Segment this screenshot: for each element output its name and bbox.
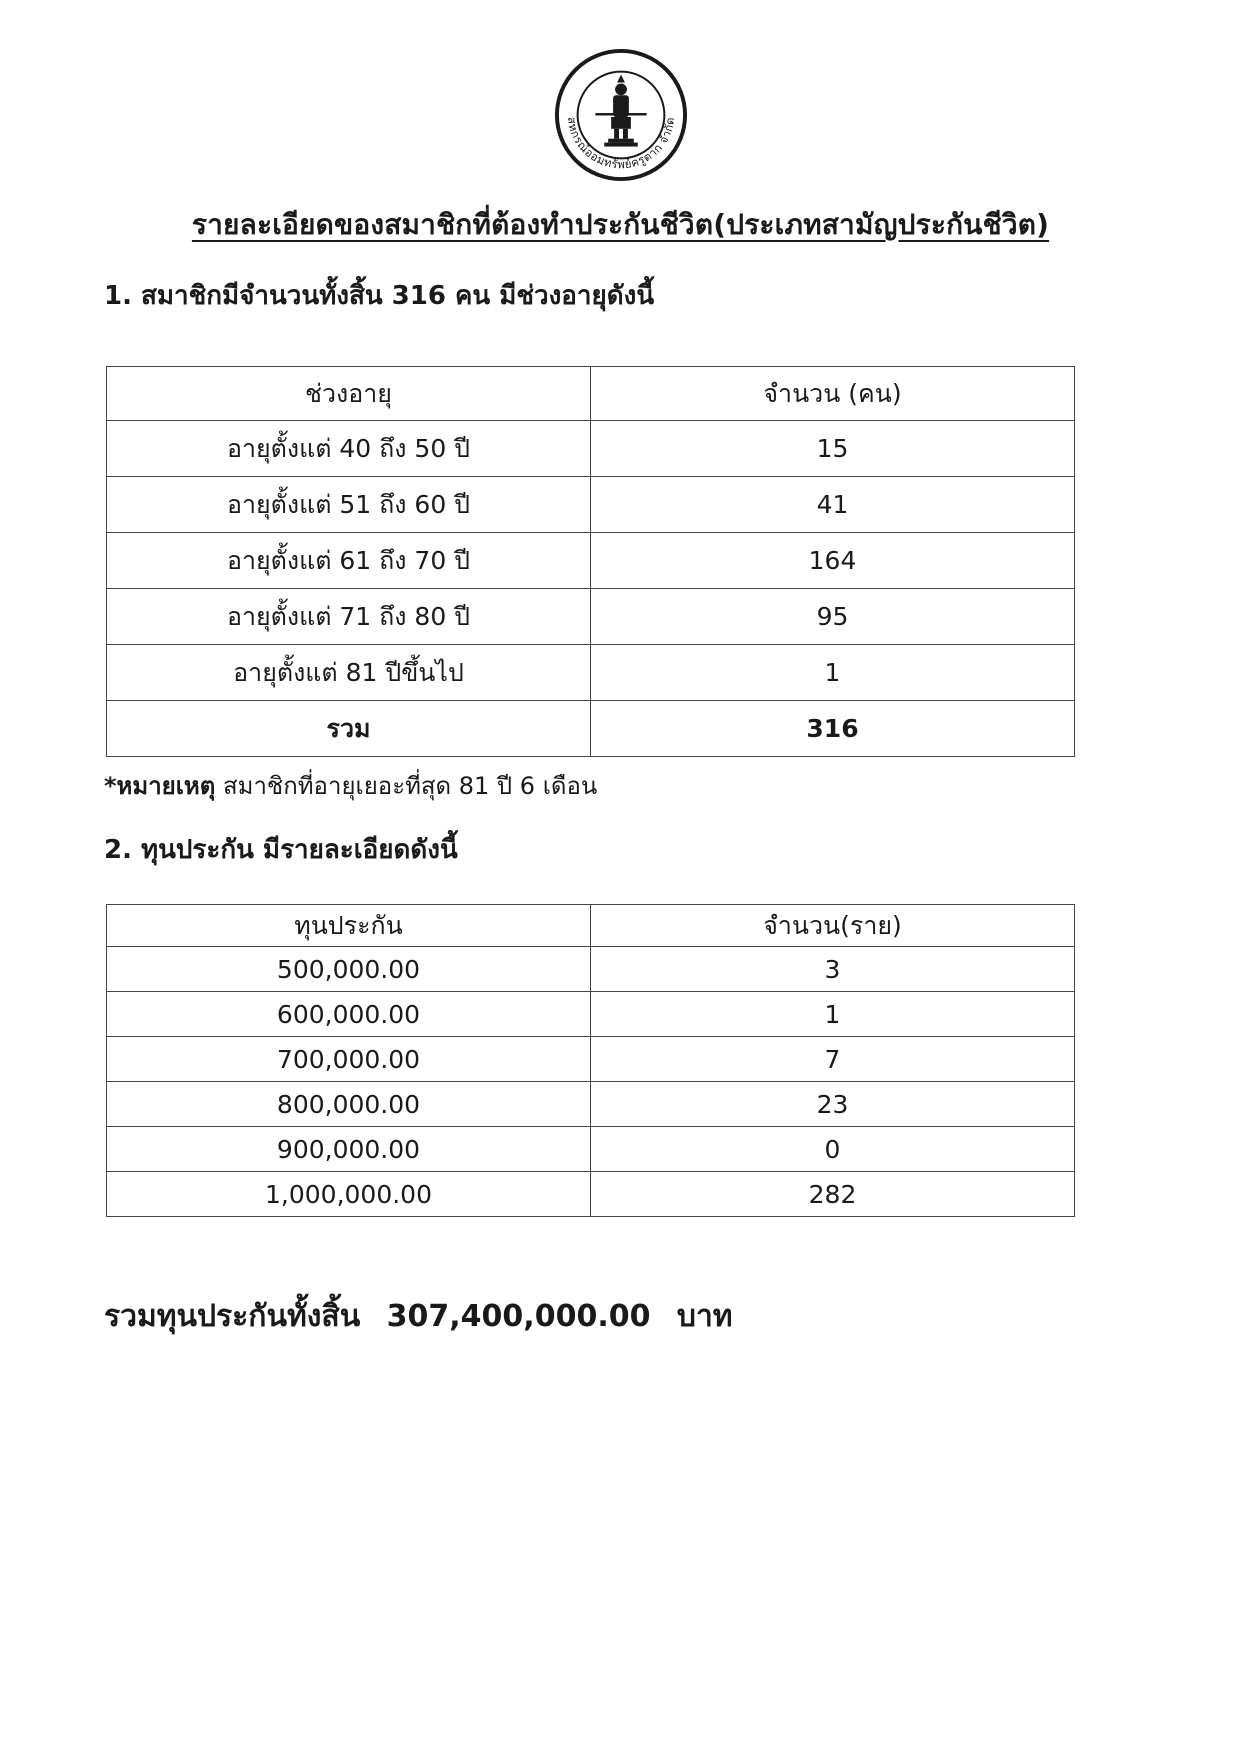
coverage-amount-cell: 800,000.00 (107, 1082, 591, 1127)
member-count-column-header: จำนวน (คน) (591, 367, 1075, 421)
member-count-cell: 164 (591, 533, 1075, 589)
table-row (107, 477, 1075, 533)
table-row (107, 589, 1075, 645)
coverage-table-header-row (107, 905, 1075, 947)
case-count-cell: 0 (591, 1127, 1075, 1172)
member-count-cell: 1 (591, 645, 1075, 701)
age-table-header-row (107, 367, 1075, 421)
table-row (107, 645, 1075, 701)
table-row (107, 421, 1075, 477)
coverage-amount-cell: 700,000.00 (107, 1037, 591, 1082)
coverage-amount-cell: 900,000.00 (107, 1127, 591, 1172)
statue-figure-icon (595, 75, 646, 147)
table-row (107, 1037, 1075, 1082)
coverage-amount-table (106, 904, 1075, 1217)
table-row (107, 533, 1075, 589)
case-count-cell: 23 (591, 1082, 1075, 1127)
table-row (107, 1127, 1075, 1172)
section-2-heading: 2. ทุนประกัน มีรายละเอียดดังนี้ (104, 835, 458, 865)
coverage-amount-cell: 600,000.00 (107, 992, 591, 1037)
coverage-amount-cell: 1,000,000.00 (107, 1172, 591, 1217)
age-range-table (106, 366, 1075, 757)
cooperative-seal-icon (552, 45, 690, 185)
section-1-heading: 1. สมาชิกมีจำนวนทั้งสิ้น 316 คน มีช่วงอายุดังนี้ (104, 281, 655, 311)
table-row (107, 1082, 1075, 1127)
case-count-cell: 3 (591, 947, 1075, 992)
logo-container (0, 0, 1241, 189)
table-row (107, 1172, 1075, 1217)
member-count-cell: 95 (591, 589, 1075, 645)
age-range-column-header: ช่วงอายุ (107, 367, 591, 421)
grand-total-amount: 307,400,000.00 (386, 1299, 651, 1334)
case-count-column-header: จำนวน(ราย) (591, 905, 1075, 947)
document-title: รายละเอียดของสมาชิกที่ต้องทำประกันชีวิต(ประเภทสามัญประกันชีวิต) (191, 208, 1050, 241)
note-text: สมาชิกที่อายุเยอะที่สุด 81 ปี 6 เดือน (215, 772, 598, 800)
age-range-cell: อายุตั้งแต่ 51 ถึง 60 ปี (107, 477, 591, 533)
case-count-cell: 282 (591, 1172, 1075, 1217)
note-label: *หมายเหตุ (104, 772, 216, 800)
members-age-note (104, 766, 1241, 805)
member-count-cell: 41 (591, 477, 1075, 533)
coverage-column-header: ทุนประกัน (107, 905, 591, 947)
total-row (107, 701, 1075, 757)
table-row (107, 992, 1075, 1037)
total-count-cell: 316 (591, 701, 1075, 757)
table-row (107, 947, 1075, 992)
case-count-cell: 7 (591, 1037, 1075, 1082)
coverage-amount-cell: 500,000.00 (107, 947, 591, 992)
age-range-cell: อายุตั้งแต่ 71 ถึง 80 ปี (107, 589, 591, 645)
case-count-cell: 1 (591, 992, 1075, 1037)
age-range-cell: อายุตั้งแต่ 40 ถึง 50 ปี (107, 421, 591, 477)
age-range-cell: อายุตั้งแต่ 61 ถึง 70 ปี (107, 533, 591, 589)
member-count-cell: 15 (591, 421, 1075, 477)
grand-total-line (104, 1293, 1241, 1340)
seal-text: สหกรณ์ออมทรัพย์ครูตาก จำกัด (564, 116, 677, 172)
grand-total-unit: บาท (676, 1299, 733, 1334)
age-range-cell: อายุตั้งแต่ 81 ปีขึ้นไป (107, 645, 591, 701)
total-label-cell: รวม (107, 701, 591, 757)
grand-total-label: รวมทุนประกันทั้งสิ้น (104, 1299, 361, 1334)
